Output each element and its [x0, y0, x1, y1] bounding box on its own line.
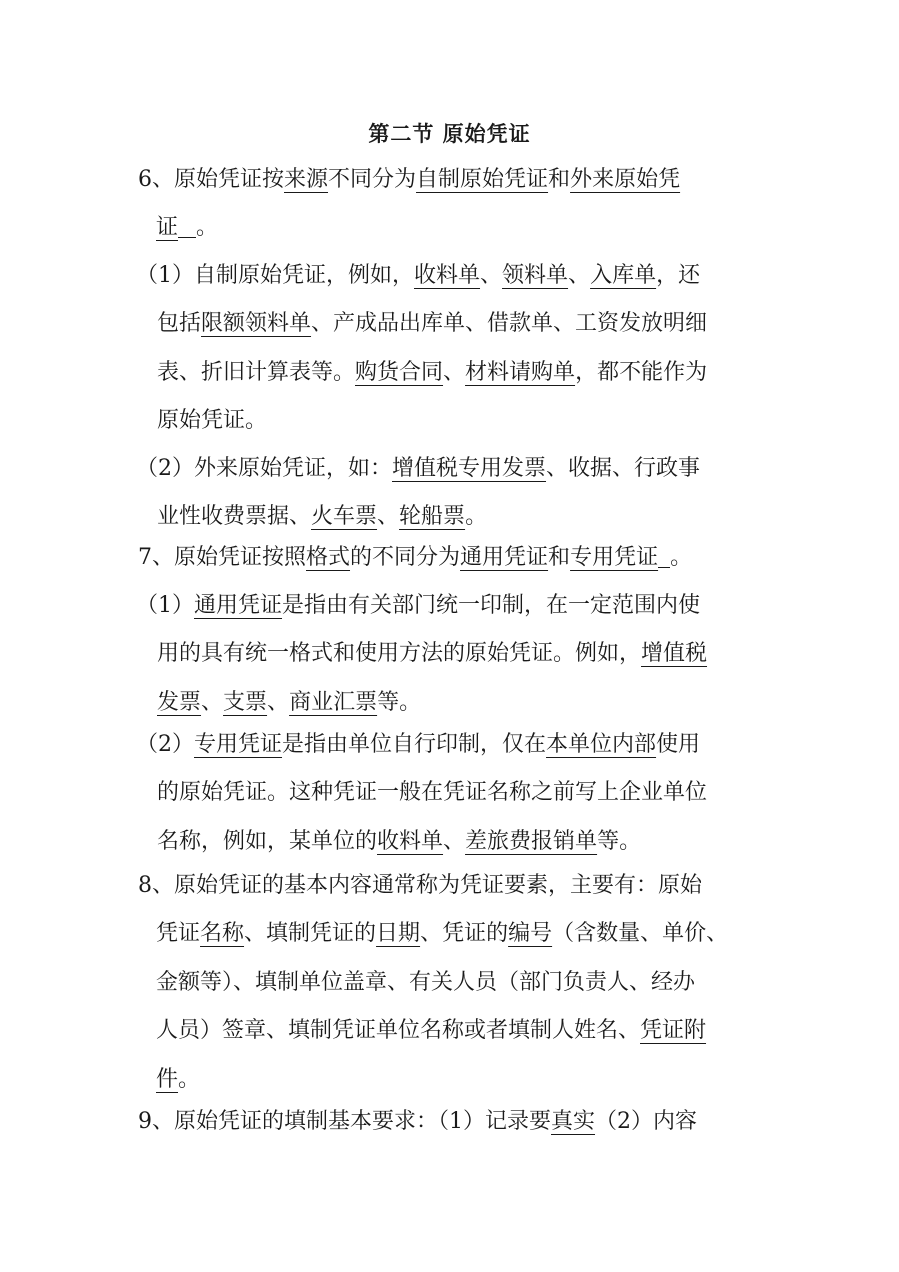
- item-6-1: （1）自制原始凭证，例如，收料单、领料单、入库单，还 包括限额领料单、产成品出库单、借款单、工资发放明细 表、折旧计算表等。购货合同、材料请购单，都不能作为 原始凭证。: [136, 263, 708, 434]
- underlined-term: 本单位内部: [546, 732, 657, 757]
- underlined-term: 专用凭证: [570, 545, 659, 570]
- underlined-term: 增值税: [641, 641, 708, 667]
- underlined-term: 收料单: [414, 263, 481, 288]
- item-6-line-1: 6、原始凭证按来源不同分为自制原始凭证和外来原始凭: [138, 167, 681, 192]
- underlined-term: 增值税专用发票: [392, 456, 547, 481]
- underlined-term: 火车票: [311, 504, 378, 530]
- underlined-term: 通用凭证: [194, 593, 283, 618]
- underlined-term: 真实: [551, 1109, 596, 1134]
- underlined-term: 日期: [376, 921, 421, 947]
- underlined-term: 名称: [200, 921, 245, 947]
- underlined-term: 差旅费报销单: [465, 828, 598, 854]
- underlined-term: 证: [156, 215, 179, 241]
- underlined-term: 发票: [157, 689, 202, 715]
- underlined-term: 限额领料单: [201, 311, 312, 337]
- item-7-2: （2）专用凭证是指由单位自行印制，仅在本单位内部使用 的原始凭证。这种凭证一般在凭证名称之前写上企业单位 名称，例如，某单位的收料单、差旅费报销单等。: [136, 732, 708, 854]
- underlined-term: 编号: [508, 921, 553, 947]
- underlined-term: 通用凭证: [460, 545, 549, 570]
- fill-blank: [658, 541, 670, 568]
- underlined-term: 外来原始凭: [570, 167, 681, 192]
- item-6-line-2: 证 。: [138, 204, 680, 252]
- underlined-term: 格式: [306, 545, 351, 570]
- item-9: 9、原始凭证的填制基本要求：（1）记录要真实（2）内容: [138, 1109, 698, 1134]
- underlined-term: 支票: [223, 689, 268, 715]
- item-6: [138, 156, 680, 253]
- underlined-term: 收料单: [377, 828, 444, 854]
- underlined-term: 购货合同: [355, 359, 444, 385]
- underlined-term: 入库单: [590, 263, 657, 288]
- underlined-term: 材料请购单: [465, 359, 576, 385]
- item-6-2: （2）外来原始凭证，如：增值税专用发票、收据、行政事 业性收费票据、火车票、轮船票。: [136, 456, 701, 530]
- section-title: 第二节 原始凭证: [368, 122, 531, 146]
- underlined-term: 商业汇票: [289, 689, 378, 715]
- item-7: 7、原始凭证按照格式的不同分为通用凭证和专用凭证 。: [138, 534, 692, 582]
- underlined-term: 领料单: [502, 263, 569, 288]
- underlined-term: 件: [156, 1066, 179, 1092]
- fill-blank: [178, 211, 196, 238]
- underlined-term: 专用凭证: [194, 732, 283, 757]
- underlined-term: 凭证附: [640, 1018, 707, 1044]
- underlined-term: 自制原始凭证: [416, 167, 549, 192]
- item-8: 8、原始凭证的基本内容通常称为凭证要素，主要有：原始 凭证名称、填制凭证的日期、凭证的编号（含数量、单价、 金额等）、填制单位盖章、有关人员（部门负责人、经办 人员）签章、填制凭证单位名称或者填制人姓名、凭证附 件。: [138, 873, 729, 1092]
- underlined-term: 来源: [284, 167, 329, 192]
- underlined-term: 轮船票: [399, 504, 466, 530]
- item-7-1: （1）通用凭证是指由有关部门统一印制，在一定范围内使 用的具有统一格式和使用方法的原始凭证。例如，增值税 发票、支票、商业汇票等。: [136, 593, 708, 715]
